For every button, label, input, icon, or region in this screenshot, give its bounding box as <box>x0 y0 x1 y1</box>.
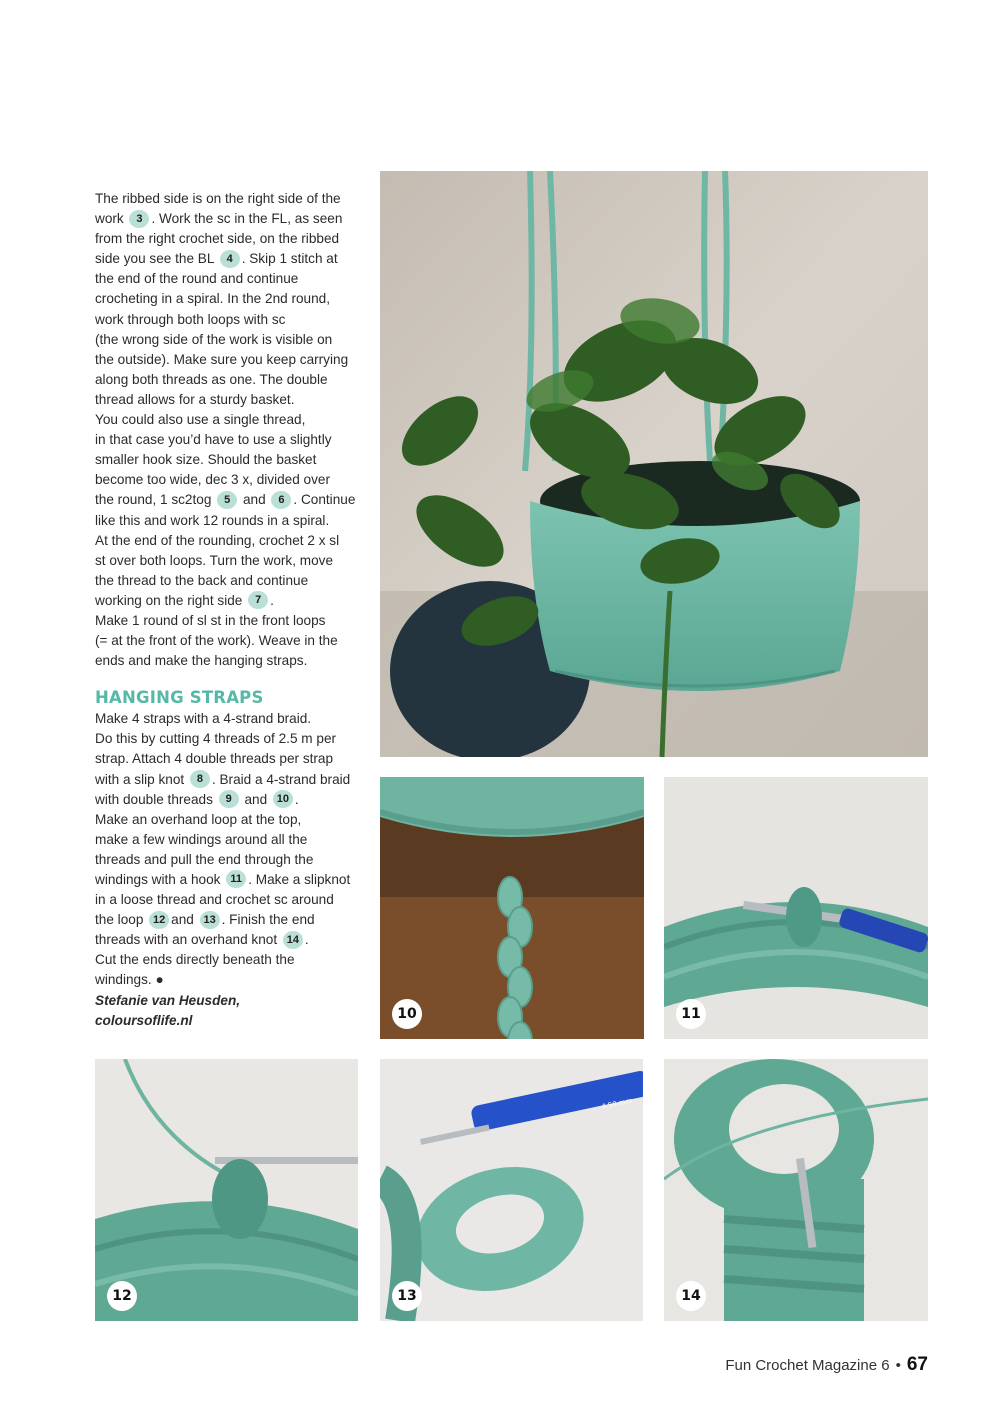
text-line <box>95 950 365 970</box>
text-run: ends and make the hanging straps. <box>95 653 308 669</box>
text-run: along both threads as one. The double <box>95 371 328 387</box>
step-badge: 14 <box>283 931 303 949</box>
text-line <box>95 330 365 350</box>
author-site: coloursoflife.nl <box>95 1012 193 1028</box>
photo-number-11: 11 <box>676 999 706 1029</box>
text-run: with a slip knot <box>95 771 188 787</box>
magazine-title: Fun Crochet Magazine 6 <box>725 1357 890 1374</box>
text-run: . Continue <box>293 492 356 508</box>
text-run: the end of the round and continue <box>95 271 299 287</box>
slipknot-photo-12 <box>95 1059 358 1321</box>
text-line <box>95 209 365 229</box>
text-line <box>95 749 365 769</box>
text-run: in that case you’d have to use a slightly <box>95 432 332 448</box>
text-run: Make 1 round of sl st in the front loops <box>95 612 326 628</box>
page-footer <box>725 1354 928 1376</box>
step-badge: 4 <box>220 250 240 268</box>
step-badge: 12 <box>149 911 169 929</box>
photo-number-10: 10 <box>392 999 422 1029</box>
text-line <box>95 370 365 390</box>
text-run: (= at the front of the work). Weave in the <box>95 633 338 649</box>
footer-separator: • <box>895 1357 901 1374</box>
knot-photo-14 <box>664 1059 928 1321</box>
text-run: the loop <box>95 912 148 928</box>
text-line <box>95 470 365 490</box>
text-line <box>95 490 365 510</box>
text-run: . Braid a 4-strand braid <box>211 771 351 787</box>
hanging-basket-photo <box>380 171 928 757</box>
photo-number-12: 12 <box>107 1281 137 1311</box>
text-line <box>95 611 365 631</box>
text-line <box>95 709 365 729</box>
text-run: the outside). Make sure you keep carrying <box>95 351 349 367</box>
text-run: windings with a hook <box>95 872 225 887</box>
text-line <box>95 729 365 749</box>
article-text <box>95 189 365 1031</box>
text-run: and <box>239 492 270 508</box>
text-run: smaller hook size. Should the basket <box>95 452 317 468</box>
text-run: and <box>171 912 198 928</box>
text-line <box>95 390 365 410</box>
step-badge: 9 <box>219 790 239 808</box>
text-run: strap. Attach 4 double threads per strap <box>95 751 334 767</box>
text-run: At the end of the rounding, crochet 2 x sl <box>95 532 340 548</box>
step-badge: 3 <box>129 210 149 228</box>
instructions-basket <box>95 189 365 671</box>
text-run: Make 4 straps with a 4-strand braid. <box>95 711 312 727</box>
text-line <box>95 870 365 890</box>
text-line <box>95 430 365 450</box>
text-run: Make an overhand loop at the top, <box>95 811 302 827</box>
text-line <box>95 511 365 531</box>
step-badge: 5 <box>217 491 237 509</box>
text-run: become too wide, dec 3 x, divided over <box>95 472 331 488</box>
hook-photo-11 <box>664 777 928 1039</box>
text-run: You could also use a single thread, <box>95 412 306 428</box>
text-run: work through both loops with sc <box>95 311 286 327</box>
text-line <box>95 450 365 470</box>
text-run: with double threads <box>95 791 217 807</box>
text-line <box>95 571 365 591</box>
braid-photo-10 <box>380 777 644 1039</box>
photo-number-13: 13 <box>392 1281 422 1311</box>
text-line <box>95 229 365 249</box>
text-line <box>95 790 365 810</box>
text-run: . Finish the end <box>221 912 315 928</box>
text-run: from the right crochet side, on the ribbed <box>95 231 340 247</box>
section-heading: HANGING STRAPS <box>95 688 264 708</box>
text-line <box>95 890 365 910</box>
text-line <box>95 930 365 950</box>
text-line <box>95 269 365 289</box>
text-line <box>95 249 365 269</box>
text-run: make a few windings around all the <box>95 831 308 847</box>
step-badge: 10 <box>273 790 293 808</box>
text-run: work <box>95 211 128 227</box>
text-run: . <box>270 592 274 608</box>
loop-photo-13 <box>380 1059 643 1321</box>
step-badge: 11 <box>226 870 246 888</box>
text-run: . <box>294 791 299 807</box>
text-line <box>95 410 365 430</box>
text-run: the round, 1 sc2tog <box>95 492 216 508</box>
text-line <box>95 189 365 209</box>
text-line <box>95 651 365 671</box>
text-run: Cut the ends directly beneath the <box>95 952 295 968</box>
text-run: threads and pull the end through the <box>95 851 314 867</box>
step-badge: 13 <box>200 911 220 929</box>
text-run: like this and work 12 rounds in a spiral. <box>95 512 330 528</box>
page-number: 67 <box>906 1354 928 1375</box>
text-run: . Work the sc in the FL, as seen <box>151 211 343 227</box>
text-run: . Make a slipknot <box>248 872 351 887</box>
text-line <box>95 591 365 611</box>
text-line <box>95 850 365 870</box>
text-run: working on the right side <box>95 592 247 608</box>
text-run: threads with an overhand knot <box>95 932 281 948</box>
step-badge: 7 <box>248 591 268 609</box>
text-line <box>95 910 365 930</box>
text-line <box>95 310 365 330</box>
text-run: and <box>240 791 271 807</box>
text-line <box>95 350 365 370</box>
text-run: thread allows for a sturdy basket. <box>95 391 295 407</box>
author-name: Stefanie van Heusden, <box>95 992 241 1008</box>
instructions-straps <box>95 709 365 990</box>
text-line <box>95 531 365 551</box>
text-run: in a loose thread and crochet sc around <box>95 892 334 908</box>
text-run: side you see the BL <box>95 251 218 267</box>
text-run: the thread to the back and continue <box>95 572 309 588</box>
text-line <box>95 631 365 651</box>
text-line <box>95 551 365 571</box>
text-run: (the wrong side of the work is visible on <box>95 331 333 347</box>
step-badge: 6 <box>271 491 291 509</box>
text-line <box>95 289 365 309</box>
text-run: crocheting in a spiral. In the 2nd round, <box>95 291 331 307</box>
text-line <box>95 770 365 790</box>
text-run: Do this by cutting 4 threads of 2.5 m per <box>95 731 337 747</box>
text-run: . Skip 1 stitch at <box>241 251 338 267</box>
text-run: st over both loops. Turn the work, move <box>95 552 334 568</box>
text-line <box>95 810 365 830</box>
hook-size-label: 4.50 mm <box>600 1096 634 1111</box>
text-run: windings. ● <box>95 972 164 988</box>
text-run: . <box>304 932 309 948</box>
photo-number-14: 14 <box>676 1281 706 1311</box>
text-run: The ribbed side is on the right side of the <box>95 191 341 206</box>
text-line <box>95 970 365 990</box>
text-line <box>95 830 365 850</box>
step-badge: 8 <box>190 770 210 788</box>
